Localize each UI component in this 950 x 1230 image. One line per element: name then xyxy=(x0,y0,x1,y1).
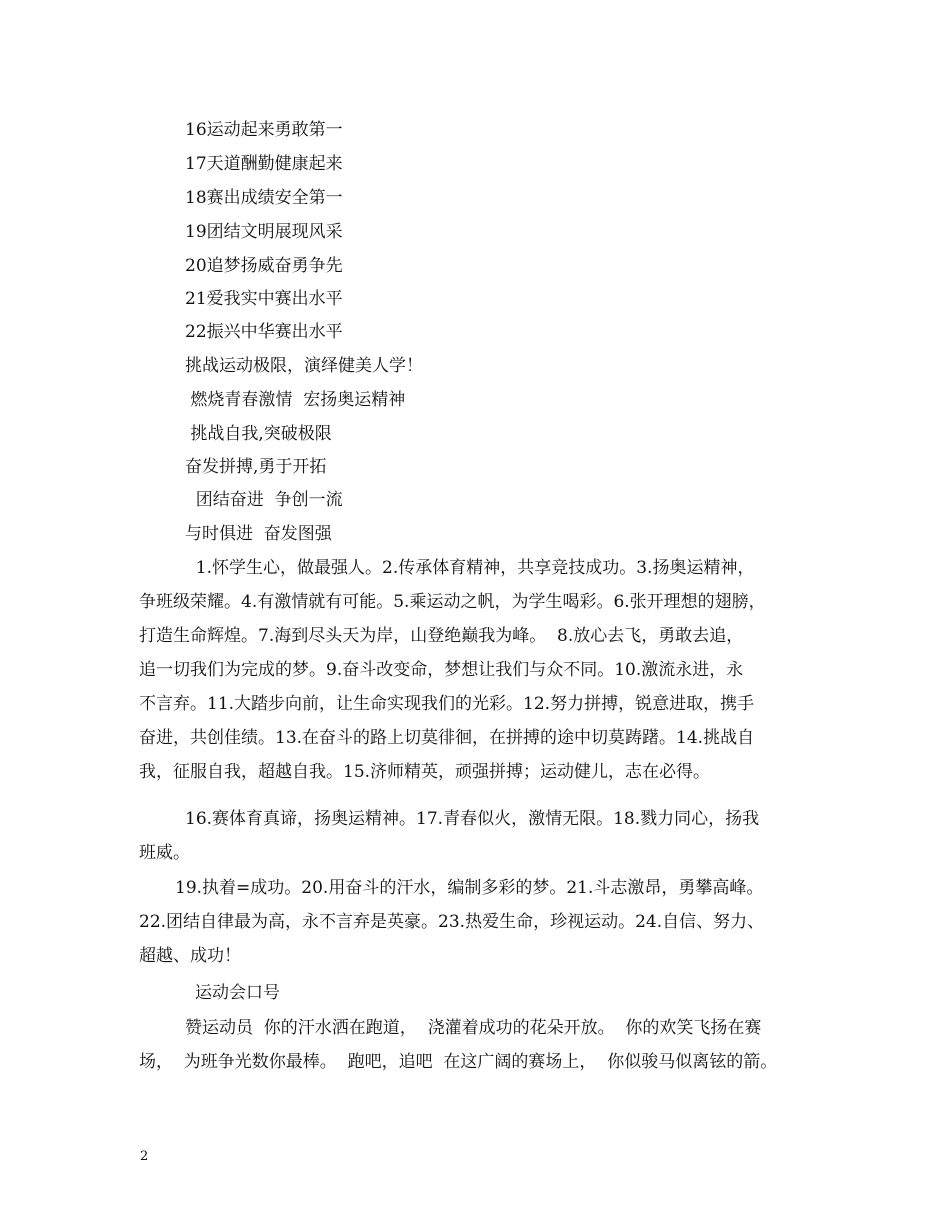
slogan-line: 19团结文明展现风采 xyxy=(185,222,343,242)
paragraph-line: 1.怀学生心，做最强人。2.传承体育精神，共享竞技成功。3.扬奥运精神， xyxy=(185,558,755,578)
section-title: 运动会口号 xyxy=(195,983,280,1003)
slogan-line: 16运动起来勇敢第一 xyxy=(185,120,343,140)
slogan-line: 挑战运动极限，演绎健美人学！ xyxy=(185,356,423,376)
paragraph-line: 超越、成功！ xyxy=(139,946,241,966)
slogan-line: 挑战自我,突破极限 xyxy=(185,424,332,444)
slogan-line: 与时俱进 奋发图强 xyxy=(185,524,332,544)
paragraph-line: 16.赛体育真谛，扬奥运精神。17.青春似火，激情无限。18.戮力同心，扬我 xyxy=(185,809,760,829)
paragraph-line: 奋进，共创佳绩。13.在奋斗的路上切莫徘徊，在拼搏的途中切莫踌躇。14.挑战自 xyxy=(139,728,755,748)
paragraph-line: 不言弃。11.大踏步向前，让生命实现我们的光彩。12.努力拼搏，锐意进取，携手 xyxy=(139,694,755,714)
slogan-line: 21爱我实中赛出水平 xyxy=(185,289,343,309)
slogan-line: 17天道酬勤健康起来 xyxy=(185,154,343,174)
paragraph-line: 赞运动员 你的汗水洒在跑道， 浇灌着成功的花朵开放。 你的欢笑飞扬在赛 xyxy=(185,1018,762,1038)
paragraph-line: 追一切我们为完成的梦。9.奋斗改变命，梦想让我们与众不同。10.激流永进，永 xyxy=(139,660,744,680)
paragraph-line: 19.执着=成功。20.用奋斗的汗水，编制多彩的梦。21.斗志激昂，勇攀高峰。 xyxy=(175,878,764,898)
page-number: 2 xyxy=(140,1149,149,1164)
paragraph-line: 班威。 xyxy=(139,843,190,863)
slogan-line: 18赛出成绩安全第一 xyxy=(185,188,343,208)
slogan-line: 燃烧青春激情 宏扬奥运精神 xyxy=(185,390,406,410)
slogan-line: 20追梦扬威奋勇争先 xyxy=(185,256,343,276)
paragraph-line: 22.团结自律最为高，永不言弃是英豪。23.热爱生命，珍视运动。24.自信、努力、 xyxy=(139,912,765,932)
slogan-line: 22振兴中华赛出水平 xyxy=(185,322,343,342)
paragraph-line: 我，征服自我，超越自我。15.济师精英，顽强拼搏；运动健儿，志在必得。 xyxy=(139,762,711,782)
slogan-line: 奋发拼搏,勇于开拓 xyxy=(185,457,327,477)
paragraph-line: 场， 为班争光数你最棒。 跑吧，追吧 在这广阔的赛场上， 你似骏马似离铉的箭。 xyxy=(139,1052,778,1072)
paragraph-line: 打造生命辉煌。7.海到尽头天为岸，山登绝巅我为峰。 8.放心去飞，勇敢去追， xyxy=(139,626,744,646)
slogan-line: 团结奋进 争创一流 xyxy=(185,490,343,510)
paragraph-line: 争班级荣耀。4.有激情就有可能。5.乘运动之帆，为学生喝彩。6.张开理想的翅膀， xyxy=(139,592,766,612)
